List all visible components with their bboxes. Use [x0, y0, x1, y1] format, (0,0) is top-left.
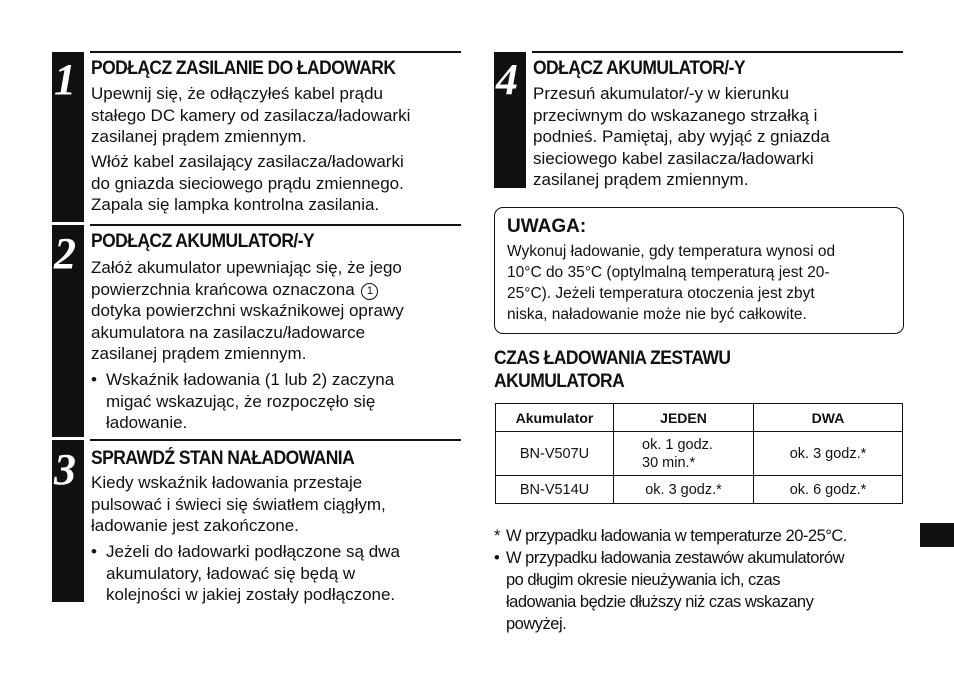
table-header: JEDEN: [614, 404, 754, 432]
text-line: AKUMULATORA: [494, 371, 625, 392]
footnote-asterisk-text: W przypadku ładowania w temperaturze 20-25°C.: [506, 527, 847, 545]
step-2-bullet-dot: •: [91, 370, 97, 389]
text-line: podnieś. Pamiętaj, aby wyjąć z gniazda: [533, 127, 830, 146]
text-line: ładowanie jest zakończone.: [91, 516, 299, 535]
section-tab-marker: [920, 523, 954, 547]
table-header: DWA: [754, 404, 903, 432]
step-2-paragraph: [91, 257, 404, 365]
text-line: po długim okresie nieużywania ich, czas: [506, 571, 780, 589]
text-line: Zapala się lampka kontrolna zasilania.: [91, 195, 380, 214]
text-line: Przesuń akumulator/-y w kierunku: [533, 84, 790, 103]
footnote-bullet: [506, 547, 844, 635]
table-cell: ok. 3 godz.*: [754, 432, 903, 476]
text-line-with-mark: [91, 279, 404, 301]
step-1-title: PODŁĄCZ ZASILANIE DO ŁADOWARK: [91, 58, 396, 79]
text-line: powyżej.: [506, 615, 567, 633]
note-title: UWAGA:: [507, 216, 587, 237]
table-row: [496, 432, 903, 476]
text-line: CZAS ŁADOWANIA ZESTAWU: [494, 348, 731, 369]
step-2-rule: [90, 224, 461, 226]
note-text: [507, 241, 835, 325]
text-line: stałego DC kamery od zasilacza/ładowarki: [91, 105, 411, 125]
text-line: zasilanej prądem zmiennym.: [91, 344, 307, 363]
text-line: Załóż akumulator upewniając się, że jego: [91, 258, 402, 277]
step-1-rule: [90, 51, 461, 53]
section-title: [494, 348, 730, 394]
step-3-rule: [90, 439, 461, 441]
step-3-number: 3: [54, 445, 76, 494]
step-3-paragraph: [91, 472, 386, 537]
text-line: ok. 1 godz.: [642, 436, 713, 453]
text-line: ładowanie.: [106, 413, 188, 432]
table-header: Akumulator: [496, 404, 614, 432]
step-1-paragraph-1: [91, 83, 410, 148]
step-3-bullet-dot: •: [91, 542, 97, 561]
step-3-title: SPRAWDŹ STAN NAŁADOWANIA: [91, 448, 355, 469]
text-line: pulsować i świeci się światłem ciągłym,: [91, 494, 386, 514]
footnote-bullet-dot: •: [494, 549, 500, 567]
text-line: zasilanej prądem zmiennym.: [533, 170, 749, 189]
text-line: Upewnij się, że odłączyłeś kabel prądu: [91, 84, 383, 103]
footnote-asterisk: *: [494, 527, 500, 545]
circled-number-1: 1: [361, 283, 378, 300]
text-line: akumulatora na zasilaczu/ładowarce: [91, 322, 366, 342]
table-cell: BN-V514U: [496, 476, 614, 504]
text-fragment: powierzchnia krańcowa oznaczona: [91, 279, 355, 299]
charging-time-table: [495, 403, 903, 504]
step-1-paragraph-2: [91, 151, 404, 216]
text-line: Jeżeli do ładowarki podłączone są dwa: [106, 542, 400, 561]
step-4-rule: [532, 51, 903, 53]
text-line: migać wskazując, że rozpoczęło się: [106, 391, 376, 411]
text-line: ładowania będzie dłuższy niż czas wskazany: [506, 593, 814, 611]
text-line: zasilanej prądem zmiennym.: [91, 127, 307, 146]
table-cell: ok. 3 godz.*: [614, 476, 754, 504]
text-line: do gniazda sieciowego prądu zmiennego.: [91, 173, 404, 193]
step-2-title: PODŁĄCZ AKUMULATOR/-Y: [91, 231, 315, 252]
text-line: akumulatory, ładować się będą w: [106, 563, 356, 583]
step-4-paragraph: [533, 83, 830, 191]
table-cell: [614, 432, 754, 476]
step-3-bullet: [106, 541, 400, 606]
table-row: [496, 476, 903, 504]
text-line: W przypadku ładowania zestawów akumulatorów: [506, 549, 845, 567]
text-line: Wskaźnik ładowania (1 lub 2) zaczyna: [106, 370, 395, 389]
text-line: 10°C do 35°C (optylmalną temperaturą jest 20-: [507, 264, 830, 281]
step-4-number: 4: [496, 55, 518, 104]
table-cell: ok. 6 godz.*: [754, 476, 903, 504]
step-2-bullet: [106, 369, 394, 434]
text-line: Włóż kabel zasilający zasilacza/ładowarki: [91, 152, 404, 171]
text-line: Wykonuj ładowanie, gdy temperatura wynosi od: [507, 243, 836, 260]
step-4-title: ODŁĄCZ AKUMULATOR/-Y: [533, 58, 745, 79]
text-line: dotyka powierzchni wskaźnikowej oprawy: [91, 301, 404, 320]
text-line: przeciwnym do wskazanego strzałką i: [533, 105, 818, 125]
text-line: sieciowego kabel zasilacza/ładowarki: [533, 148, 814, 168]
text-line: niska, naładowanie może nie być całkowite.: [507, 306, 807, 323]
text-line: 25°C). Jeżeli temperatura otoczenia jest zbyt: [507, 285, 815, 302]
text-line: kolejności w jakiej zostały podłączone.: [106, 585, 396, 604]
step-2-number: 2: [54, 229, 76, 278]
step-1-number: 1: [54, 55, 76, 104]
table-cell: BN-V507U: [496, 432, 614, 476]
text-line: Kiedy wskaźnik ładowania przestaje: [91, 473, 363, 492]
text-line: 30 min.*: [642, 454, 696, 471]
